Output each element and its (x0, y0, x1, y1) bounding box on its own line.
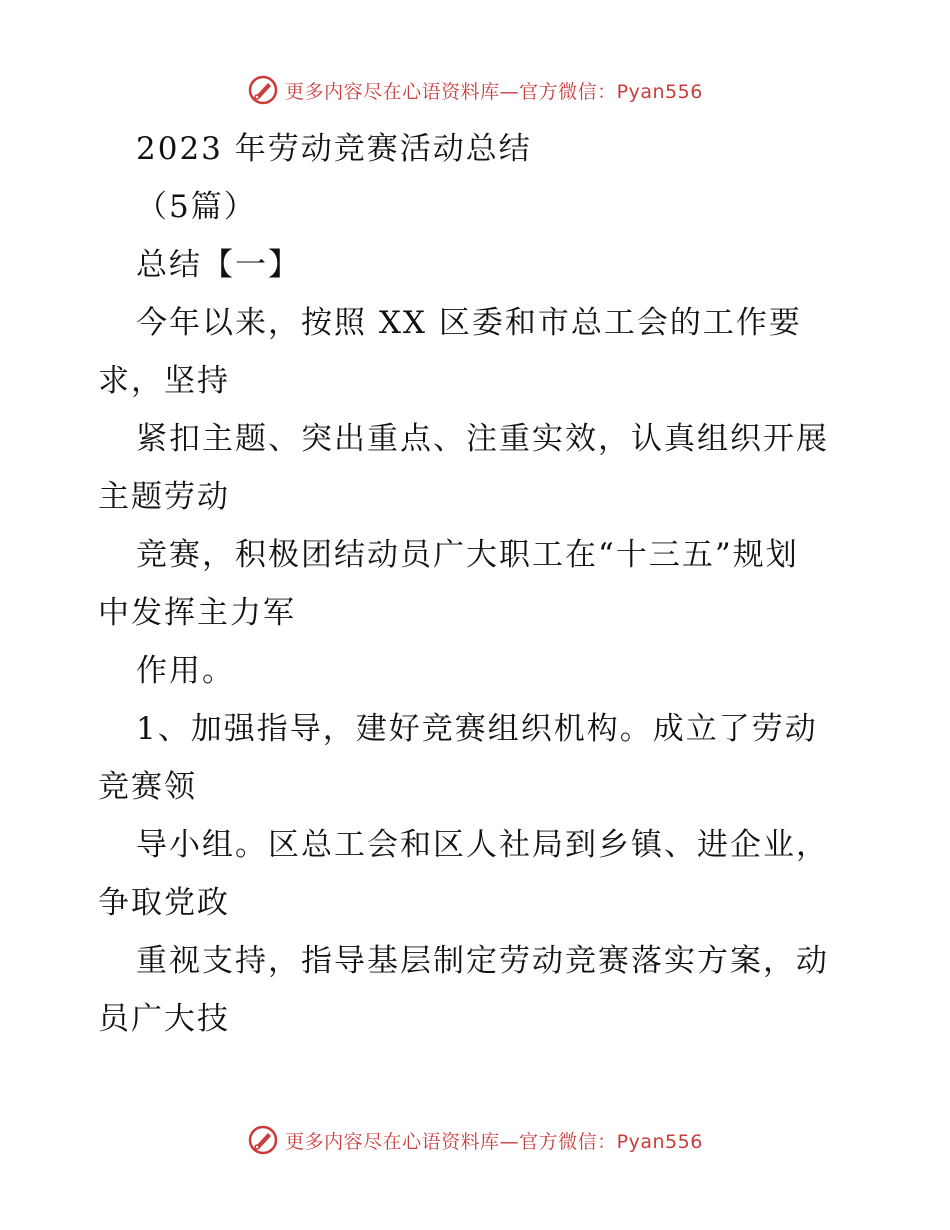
body-line: 导小组。区总工会和区人社局到乡镇、进企业， (136, 827, 829, 863)
footer-banner-text: 更多内容尽在心语资料库—官方微信：Pyan556 (285, 1130, 703, 1153)
body-line: 竞赛领 (98, 769, 197, 805)
document-subtitle: （5篇） (136, 189, 257, 225)
body-line: 求，坚持 (98, 363, 230, 399)
body-line: 作用。 (136, 653, 235, 689)
body-line: 今年以来，按照 XX 区委和市总工会的工作要 (136, 305, 802, 341)
header-banner-text: 更多内容尽在心语资料库—官方微信：Pyan556 (285, 80, 703, 103)
body-line: 中发挥主力军 (98, 595, 296, 631)
body-line: 紧扣主题、突出重点、注重实效，认真组织开展 (136, 421, 829, 457)
body-line: 重视支持，指导基层制定劳动竞赛落实方案，动 (136, 943, 829, 979)
body-line: 1、加强指导，建好竞赛组织机构。成立了劳动 (136, 711, 818, 747)
pen-logo-icon (247, 1124, 279, 1156)
document-body (98, 120, 858, 1048)
body-line: 竞赛，积极团结动员广大职工在“十三五”规划 (136, 537, 799, 573)
header-banner (0, 70, 950, 110)
footer-banner (0, 1120, 950, 1160)
section-heading: 总结【一】 (136, 247, 301, 283)
pen-logo-icon (247, 74, 279, 106)
document-title: 2023 年劳动竞赛活动总结 (136, 131, 532, 167)
body-line: 主题劳动 (98, 479, 230, 515)
body-line: 员广大技 (98, 1001, 230, 1037)
body-line: 争取党政 (98, 885, 230, 921)
